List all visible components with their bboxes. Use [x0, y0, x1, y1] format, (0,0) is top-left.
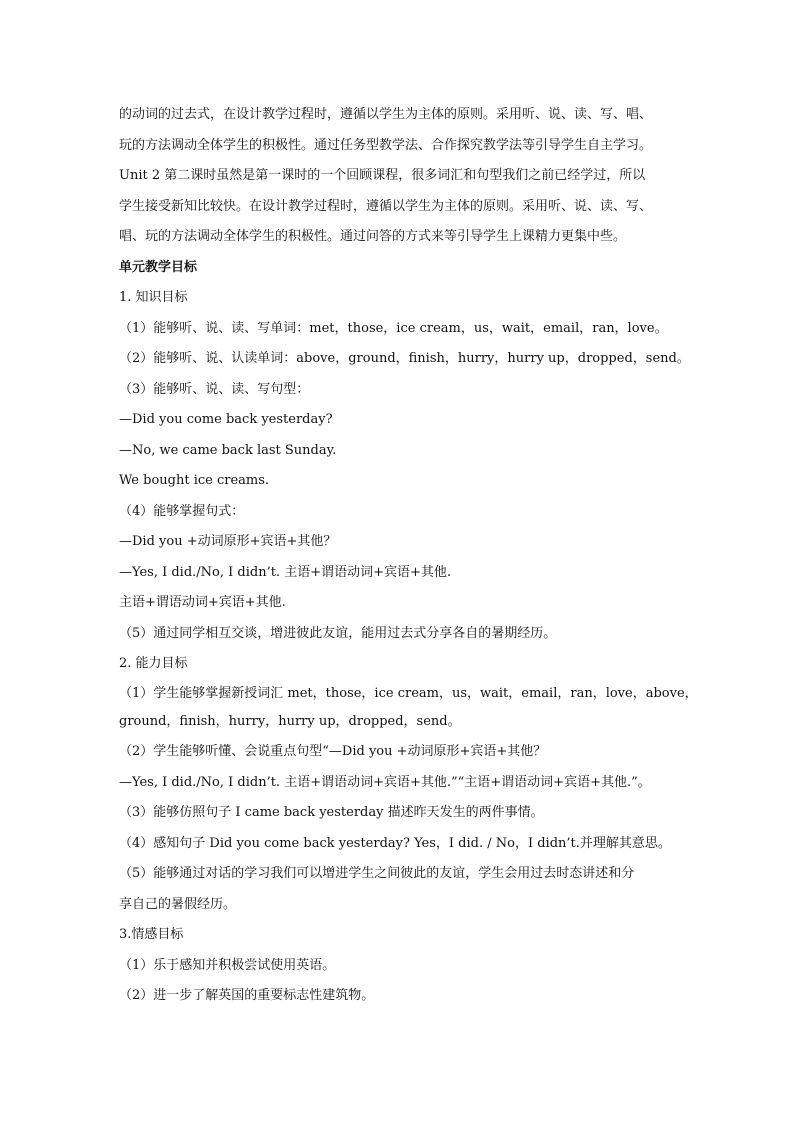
list-item-continuation: 享自己的暑假经历。 [119, 896, 237, 912]
list-item: （2）学生能够听懂、会说重点句型“—Did you +动词原形+宾语+其他？ [119, 744, 547, 759]
subsection-heading: 3.情感目标 [119, 927, 184, 942]
sentence-pattern: —Did you +动词原形+宾语+其他？ [119, 534, 337, 549]
list-item: （1）能够听、说、读、写单词：met，those，ice cream，us，wait，email，ran，love。 [119, 320, 668, 336]
paragraph-line: 唱、玩的方法调动全体学生的积极性。通过问答的方式来等引导学生上课精力更集中些。 [119, 229, 627, 244]
paragraph-line: 的动词的过去式，在设计教学过程时，遵循以学生为主体的原则。采用听、说、读、写、唱、 [119, 107, 653, 122]
example-sentence: We bought ice creams. [119, 473, 270, 488]
subsection-heading: 1. 知识目标 [119, 290, 188, 305]
section-heading: 单元教学目标 [119, 259, 198, 275]
list-item: （3）能够仿照句子 I came back yesterday 描述昨天发生的两件事情。 [119, 805, 544, 820]
list-item: （2）能够听、说、认读单词：above，ground，finish，hurry，hurry up，dropped，send。 [119, 351, 690, 366]
paragraph-line: 玩的方法调动全体学生的积极性。通过任务型教学法、合作探究教学法等引导学生自主学习。 [119, 137, 653, 153]
list-item: （5）通过同学相互交谈，增进彼此友谊，能用过去式分享各自的暑期经历。 [119, 625, 557, 641]
example-sentence: —No, we came back last Sunday. [119, 442, 337, 458]
subsection-heading: 2. 能力目标 [119, 656, 188, 671]
list-item: （1）乐于感知并积极尝试使用英语。 [119, 957, 336, 973]
list-item: （3）能够听、说、读、写句型： [119, 381, 310, 397]
list-item-continuation: ground，finish，hurry，hurry up，dropped，send。 [119, 713, 461, 729]
example-sentence: —Did you come back yesterday? [119, 412, 333, 427]
paragraph-line: 学生接受新知比较快。在设计教学过程时，遵循以学生为主体的原则。采用听、说、读、写、 [119, 198, 653, 214]
paragraph-line: Unit 2 第二课时虽然是第一课时的一个回顾课程，很多词汇和句型我们之前已经学过，所以 [119, 168, 646, 183]
list-item: （4）能够掌握句式： [119, 503, 245, 519]
sentence-pattern: —Yes, I did./No, I didn’t. 主语+谓语动词+宾语+其他. [119, 564, 452, 580]
list-item: （4）感知句子 Did you come back yesterday? Yes，I did. / No，I didn’t.并理解其意思。 [119, 835, 671, 851]
list-item: （5）能够通过对话的学习我们可以增进学生之间彼此的友谊，学生会用过去时态讲述和分 [119, 866, 635, 881]
list-item: （2）进一步了解英国的重要标志性建筑物。 [119, 988, 375, 1003]
list-item: （1）学生能够掌握新授词汇 met，those，ice cream，us，wait，email，ran，love，above， [119, 685, 698, 701]
list-item-continuation: —Yes, I did./No, I didn’t. 主语+谓语动词+宾语+其他.”“主语+谓语动词+宾语+其他.”。 [119, 774, 651, 790]
sentence-pattern: 主语+谓语动词+宾语+其他. [119, 595, 286, 610]
